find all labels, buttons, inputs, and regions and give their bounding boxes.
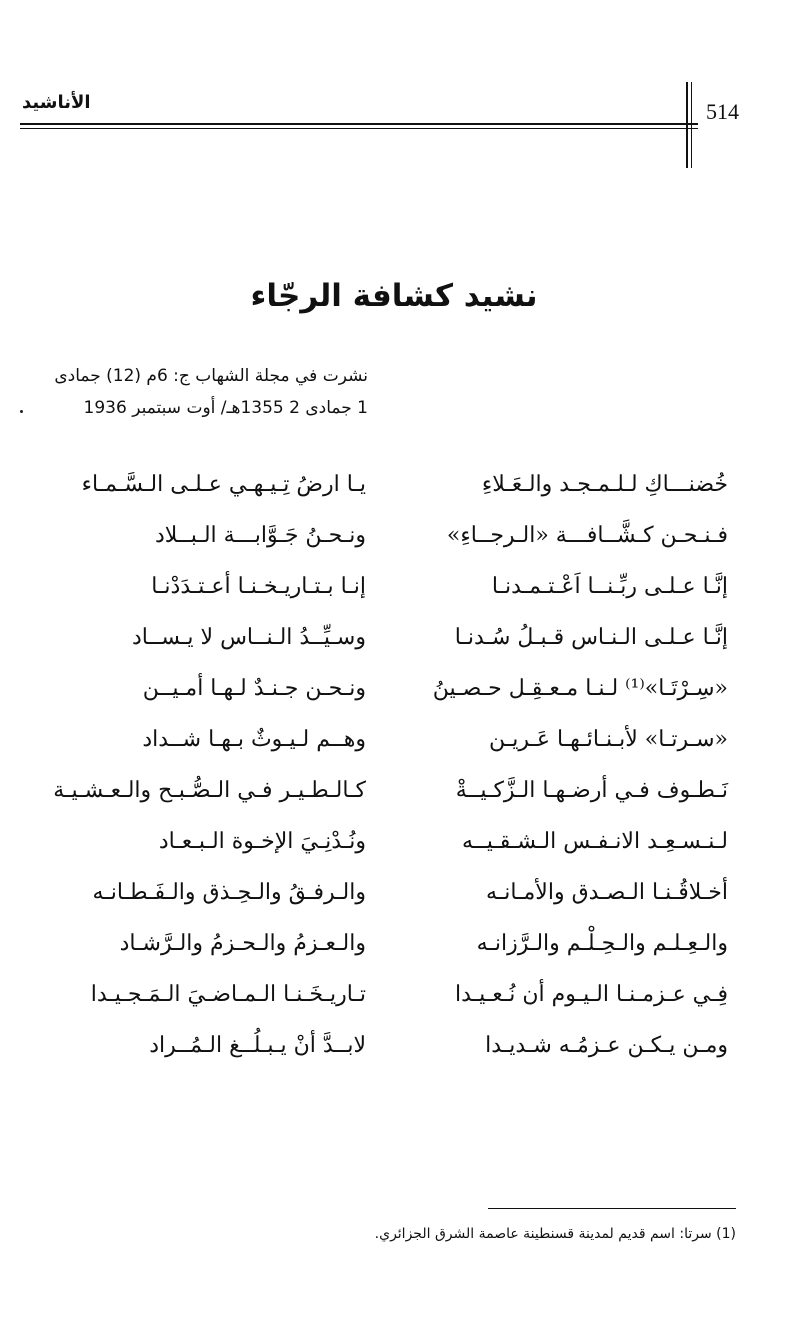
verse-left-hemistich: ونُـدْنِـيَ الإخـوة الـبـعـاد [158, 829, 366, 854]
stray-mark [20, 410, 23, 413]
verse-left-hemistich: تـاريـخَـنـا الـمـاضـيَ الـمَـجـيـدا [90, 982, 366, 1007]
header-rule-thin [20, 128, 698, 129]
verse-right-hemistich: لـنـسـعِـد الانـفـس الـشـقـيــه [462, 829, 728, 854]
verse-right-hemistich: نَـطـوف فـي أرضـهـا الـزَّكـيــةْ [455, 778, 728, 803]
verse-left-hemistich: لابــدَّ أنْ يـبـلُــغ الـمُــراد [149, 1033, 366, 1058]
verse-left-hemistich: إنـا بـتـاريـخـنـا أعـتـدَدْنـا [151, 574, 366, 599]
verse-right-hemistich: إنَّـا عـلـى الـنـاس قـبـلُ سُـدنـا [454, 625, 728, 650]
header-vertical-rule-thick [686, 82, 688, 168]
verse-left-hemistich: والـرفـقُ والـحِـذق والـفَـطـانـه [92, 880, 366, 905]
verse-right-hemistich: أخـلاقُـنـا الـصـدق والأمـانـه [486, 880, 728, 905]
poem-title: نشيد كشافة الرجّاء [250, 278, 538, 314]
verse-right-hemistich: خُضنـــاكِ لـلـمـجـد والـعَـلاءِ [481, 472, 728, 497]
verse-left-hemistich: كـالـطـيـر فـي الـصُّـبـح والـعـشـيـة [53, 778, 366, 803]
header-vertical-rule-thin [691, 82, 692, 168]
verse-right-hemistich: فـنـحـن كـشَّــافـــة «الـرجــاءِ» [446, 523, 728, 548]
verse-right-hemistich: ومـن يـكـن عـزمُـه شـديـدا [485, 1033, 728, 1058]
page-number: 514 [706, 99, 739, 124]
verse-left-hemistich: وهــم لـيـوثٌ بـهـا شــداد [142, 727, 366, 752]
verse-left-hemistich: ونـحـن جـنـدٌ لـهـا أمـيــن [142, 676, 366, 701]
verse-left-hemistich: وسـيِّــدُ الـنــاس لا يـســاد [131, 625, 366, 650]
verse-left-hemistich: ونـحـنُ جَـوَّابـــة الـبــلاد [154, 523, 366, 548]
footnote: (1) سرتا: اسم قديم لمدينة قسنطينة عاصمة الشرق الجزائري. [374, 1226, 736, 1242]
verse-right-hemistich: والـعِـلـم والـحِـلْـم والـرَّزانـه [476, 931, 728, 956]
verse-right-hemistich: إنَّـا عـلـى ربِّـنــا اَعْـتـمـدنـا [491, 574, 728, 599]
verse-right-hemistich: فِـي عـزمـنـا الـيـوم أن نُـعـيـدا [455, 982, 728, 1007]
footnote-rule [488, 1208, 736, 1209]
source-note-line: نشرت في مجلة الشهاب ج: 6م (12) جمادى [54, 366, 368, 386]
running-header-section: الأناشيد [22, 92, 91, 113]
header-rule-thick [20, 123, 698, 125]
verse-right-hemistich: «سِـرْتَـا»⁽¹⁾ لـنـا مـعـقِـل حـصـينُ [432, 676, 728, 701]
verse-right-hemistich: «سـرتـا» لأبـنـائـهـا عَـريـن [489, 727, 728, 752]
verse-left-hemistich: والـعـزمُ والـحـزمُ والـرَّشـاد [119, 931, 366, 956]
source-note-line: 1 جمادى 2 1355هـ/ أوت سبتمبر 1936 [83, 398, 368, 418]
verse-left-hemistich: يـا ارضُ تِـيـهـي عـلـى الـسَّـمـاء [81, 472, 366, 497]
